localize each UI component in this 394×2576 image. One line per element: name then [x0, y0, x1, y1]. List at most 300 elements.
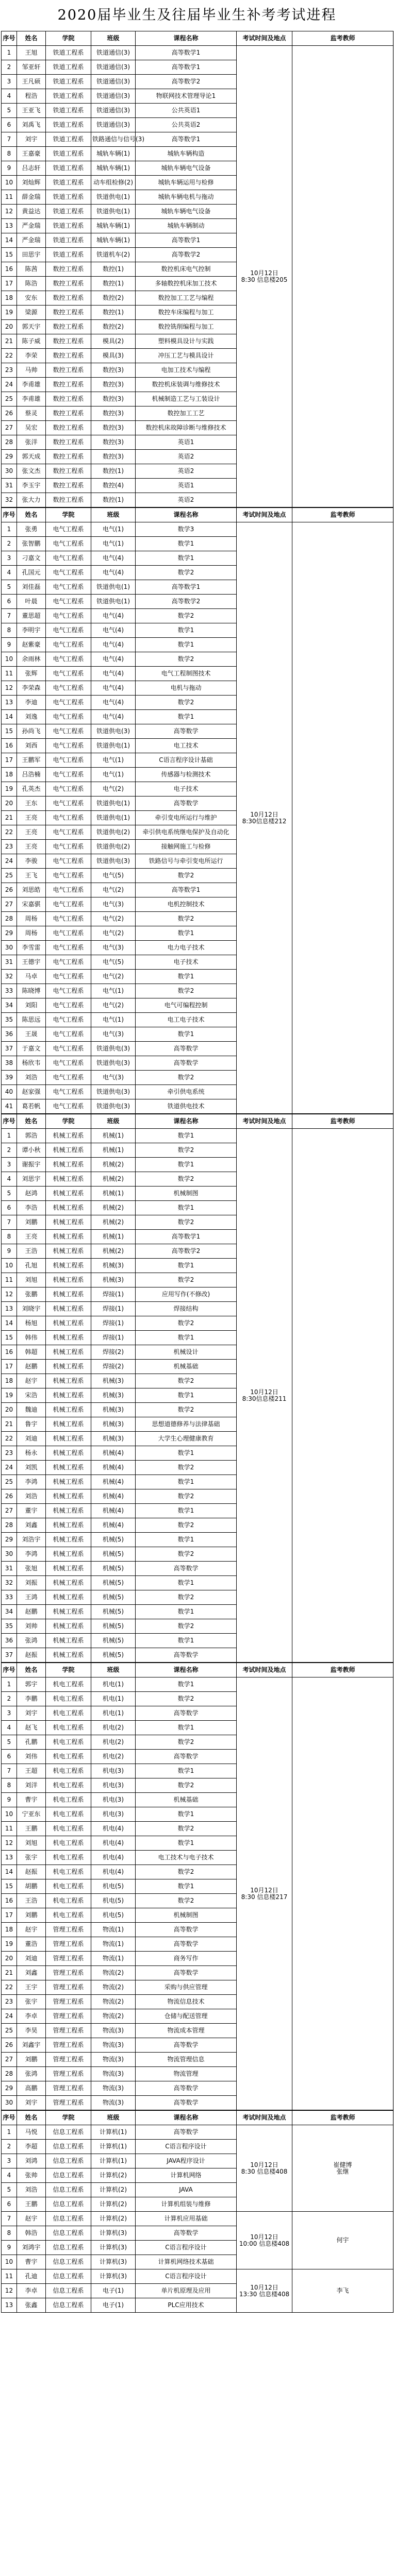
student-name: 李昊	[17, 2024, 46, 2038]
class-name: 机械(5)	[91, 1562, 136, 1576]
department: 机械工程系	[46, 1374, 91, 1388]
student-name: 韩超	[17, 1345, 46, 1360]
course-name: 数学1	[136, 1764, 237, 1778]
department: 管理工程系	[46, 2081, 91, 2096]
student-name: 郭天宇	[17, 320, 46, 334]
department: 电气工程系	[46, 912, 91, 926]
class-name: 机械(5)	[91, 1648, 136, 1663]
row-index: 29	[2, 1533, 17, 1547]
schedule-tables	[1, 31, 393, 2313]
class-name: 数控(3)	[91, 392, 136, 406]
department: 数控工程系	[46, 334, 91, 349]
row-index: 10	[2, 1259, 17, 1273]
student-name: 郭天成	[17, 450, 46, 464]
department: 电气工程系	[46, 955, 91, 970]
class-name: 数控(3)	[91, 421, 136, 435]
class-name: 机械(5)	[91, 1605, 136, 1619]
course-name: 电子技术	[136, 782, 237, 796]
department: 电气工程系	[46, 1013, 91, 1027]
department: 电气工程系	[46, 1071, 91, 1085]
student-name: 李卓	[17, 2009, 46, 2024]
col-class-header: 班级	[91, 508, 136, 522]
course-name: 数学1	[136, 1605, 237, 1619]
department: 信息工程系	[46, 2140, 91, 2154]
class-name: 电气(4)	[91, 667, 136, 681]
class-name: 机械(4)	[91, 1489, 136, 1504]
class-name: 计算机(2)	[91, 2212, 136, 2226]
row-index: 32	[2, 493, 17, 507]
course-name: 机械基础	[136, 1360, 237, 1374]
student-name: 张文杰	[17, 464, 46, 479]
class-name: 机电(2)	[91, 1750, 136, 1764]
proctor-teacher: 崔健博 张继	[292, 2125, 393, 2212]
student-name: 刘鹏	[17, 1908, 46, 1923]
class-name: 数控(4)	[91, 479, 136, 493]
class-name: 数控(3)	[91, 363, 136, 378]
row-index: 3	[2, 2154, 17, 2168]
student-name: 王德宇	[17, 955, 46, 970]
row-index: 9	[2, 638, 17, 652]
course-name: 数学1	[136, 1201, 237, 1215]
class-name: 机械(1)	[91, 1187, 136, 1201]
course-name: 数学2	[136, 1894, 237, 1908]
course-name: 城轨车辆运用与检修	[136, 176, 237, 190]
row-index: 17	[2, 753, 17, 768]
row-index: 13	[2, 219, 17, 233]
row-index: 10	[2, 652, 17, 667]
student-name: 胡鹏	[17, 1879, 46, 1894]
row-index: 30	[2, 941, 17, 955]
exam-time-location: 10月12日 13:30 信息楼408	[237, 2269, 292, 2313]
row-index: 35	[2, 1013, 17, 1027]
course-name: 公共英语2	[136, 118, 237, 132]
department: 电气工程系	[46, 537, 91, 551]
student-name: 杨永	[17, 1446, 46, 1461]
student-name: 孔英杰	[17, 782, 46, 796]
student-name: 刘浩	[17, 1489, 46, 1504]
row-index: 5	[2, 1735, 17, 1750]
department: 机电工程系	[46, 1706, 91, 1721]
row-index: 16	[2, 739, 17, 753]
student-name: 葛若帆	[17, 1099, 46, 1114]
class-name: 机电(1)	[91, 1692, 136, 1706]
department: 机械工程系	[46, 1547, 91, 1562]
class-name: 铁道通信(3)	[91, 75, 136, 89]
row-index: 14	[2, 1865, 17, 1879]
row-index: 3	[2, 1158, 17, 1172]
course-name: 高等数学	[136, 1937, 237, 1952]
exam-time-location: 10月12日 8:30 信息楼205	[237, 46, 292, 507]
col-index-header: 序号	[2, 508, 17, 522]
department: 管理工程系	[46, 1980, 91, 1995]
department: 电气工程系	[46, 897, 91, 912]
course-name: 数学2	[136, 696, 237, 710]
student-name: 刘西	[17, 739, 46, 753]
table-row	[2, 2269, 393, 2284]
department: 电气工程系	[46, 638, 91, 652]
row-index: 25	[2, 869, 17, 883]
class-name: 机电(4)	[91, 1851, 136, 1865]
row-index: 3	[2, 551, 17, 566]
course-name: 电工电子技术	[136, 1013, 237, 1027]
department: 电气工程系	[46, 941, 91, 955]
department: 电气工程系	[46, 696, 91, 710]
row-index: 20	[2, 1403, 17, 1417]
row-index: 14	[2, 1316, 17, 1331]
department: 机械工程系	[46, 1619, 91, 1634]
student-name: 张大力	[17, 493, 46, 507]
course-name: 牵引供电系统继电保护及自动化	[136, 825, 237, 840]
course-name: 数学2	[136, 1619, 237, 1634]
student-name: 陈浩	[17, 277, 46, 291]
row-index: 2	[2, 537, 17, 551]
student-name: 韩伟	[17, 1331, 46, 1345]
student-name: 王亮	[17, 840, 46, 854]
student-name: 刘旭	[17, 1836, 46, 1851]
row-index: 30	[2, 1547, 17, 1562]
department: 铁道工程系	[46, 132, 91, 147]
row-index: 6	[2, 1750, 17, 1764]
class-name: 机械(3)	[91, 1417, 136, 1432]
course-name: 数学2	[136, 1590, 237, 1605]
row-index: 1	[2, 1677, 17, 1692]
class-name: 数控(3)	[91, 450, 136, 464]
row-index: 26	[2, 883, 17, 897]
row-index: 4	[2, 2168, 17, 2183]
student-name: 刘旭	[17, 1273, 46, 1287]
class-name: 机械(5)	[91, 1547, 136, 1562]
student-name: 刘振	[17, 1576, 46, 1590]
class-name: 机电(5)	[91, 1908, 136, 1923]
row-index: 8	[2, 2226, 17, 2241]
row-index: 3	[2, 75, 17, 89]
row-index: 33	[2, 984, 17, 998]
class-name: 铁道供电(1)	[91, 796, 136, 811]
col-teacher-header: 监考教师	[292, 2111, 393, 2125]
course-name: 数学1	[136, 1259, 237, 1273]
student-name: 刘逸	[17, 710, 46, 724]
student-name: 吕浩楠	[17, 768, 46, 782]
student-name: 鲁宇	[17, 1417, 46, 1432]
student-name: 赵宇	[17, 1923, 46, 1937]
department: 电气工程系	[46, 753, 91, 768]
col-name-header: 姓名	[17, 31, 46, 46]
row-index: 8	[2, 1230, 17, 1244]
row-index: 9	[2, 1244, 17, 1259]
department: 机电工程系	[46, 1865, 91, 1879]
department: 机械工程系	[46, 1590, 91, 1605]
student-name: 郭浩	[17, 1129, 46, 1143]
student-name: 邹亚轩	[17, 60, 46, 75]
class-name: 机械(4)	[91, 1461, 136, 1475]
course-name: 数学2	[136, 1215, 237, 1230]
course-name: 机械设计	[136, 1345, 237, 1360]
course-name: 传感器与检测技术	[136, 768, 237, 782]
class-name: 计算机(3)	[91, 2269, 136, 2284]
student-name: 张智鹏	[17, 537, 46, 551]
row-index: 7	[2, 2212, 17, 2226]
student-name: 刘帅	[17, 1619, 46, 1634]
row-index: 2	[2, 2140, 17, 2154]
exam-time-location: 10月12日 8:30 信息楼408	[237, 2125, 292, 2212]
department: 电气工程系	[46, 566, 91, 580]
class-name: 计算机(2)	[91, 2183, 136, 2197]
row-index: 28	[2, 1518, 17, 1533]
proctor-teacher: 李飞	[292, 2269, 393, 2313]
department: 数控工程系	[46, 406, 91, 421]
class-name: 机电(5)	[91, 1894, 136, 1908]
row-index: 5	[2, 580, 17, 595]
row-index: 28	[2, 912, 17, 926]
department: 机电工程系	[46, 1822, 91, 1836]
class-name: 铁道供电(2)	[91, 825, 136, 840]
class-name: 数控(2)	[91, 291, 136, 306]
student-name: 李鹏	[17, 1692, 46, 1706]
class-name: 物流(3)	[91, 2038, 136, 2053]
row-index: 19	[2, 1388, 17, 1403]
student-name: 张宇	[17, 1995, 46, 2009]
student-name: 赵紫豪	[17, 638, 46, 652]
department: 数控工程系	[46, 291, 91, 306]
department: 机械工程系	[46, 1461, 91, 1475]
col-name-header: 姓名	[17, 1114, 46, 1129]
course-name: 多轴数控机床加工技术	[136, 277, 237, 291]
course-name: 数学2	[136, 566, 237, 580]
course-name: 计算机网络技术基础	[136, 2255, 237, 2269]
class-name: 铁道通信(3)	[91, 104, 136, 118]
course-name: 物流信息技术	[136, 1995, 237, 2009]
class-name: 机电(3)	[91, 1793, 136, 1807]
row-index: 6	[2, 2197, 17, 2212]
student-name: 刘禹飞	[17, 118, 46, 132]
student-name: 张鹏	[17, 1287, 46, 1302]
row-index: 13	[2, 696, 17, 710]
class-name: 机电(1)	[91, 1706, 136, 1721]
row-index: 17	[2, 1360, 17, 1374]
row-index: 20	[2, 320, 17, 334]
class-name: 铁道供电(3)	[91, 724, 136, 739]
course-name: JAVA程序设计	[136, 2154, 237, 2168]
department: 信息工程系	[46, 2284, 91, 2298]
student-name: 刘鑫	[17, 1518, 46, 1533]
class-name: 计算机(1)	[91, 2125, 136, 2140]
col-exam-header: 考试时间及地点	[237, 2111, 292, 2125]
course-name: 铁道供电技术	[136, 1099, 237, 1114]
student-name: 余雨林	[17, 652, 46, 667]
row-index: 25	[2, 2024, 17, 2038]
student-name: 张勇	[17, 522, 46, 537]
row-index: 26	[2, 1489, 17, 1504]
student-name: 高鹏	[17, 2081, 46, 2096]
exam-time-location: 10月12日 8:30信息楼211	[237, 1129, 292, 1663]
student-name: 严金瑞	[17, 233, 46, 248]
class-name: 机电(4)	[91, 1865, 136, 1879]
row-index: 11	[2, 1822, 17, 1836]
student-name: 李鸿	[17, 1475, 46, 1489]
course-name: 应用写作(不修改)	[136, 1287, 237, 1302]
row-index: 1	[2, 2125, 17, 2140]
department: 机械工程系	[46, 1576, 91, 1590]
row-index: 2	[2, 1143, 17, 1158]
row-index: 41	[2, 1099, 17, 1114]
course-name: 城轨车辆电机与拖动	[136, 190, 237, 205]
student-name: 赵鸿	[17, 1187, 46, 1201]
department: 机械工程系	[46, 1403, 91, 1417]
class-name: 铁道供电(3)	[91, 1056, 136, 1071]
department: 电气工程系	[46, 551, 91, 566]
row-index: 11	[2, 1273, 17, 1287]
course-name: 数学1	[136, 1129, 237, 1143]
class-name: 机械(5)	[91, 1533, 136, 1547]
row-index: 5	[2, 1187, 17, 1201]
student-name: 吕志轩	[17, 161, 46, 176]
class-name: 电气(4)	[91, 652, 136, 667]
col-dept-header: 学院	[46, 508, 91, 522]
department: 铁道工程系	[46, 46, 91, 60]
row-index: 4	[2, 1172, 17, 1187]
department: 机械工程系	[46, 1302, 91, 1316]
class-name: 电气(3)	[91, 941, 136, 955]
course-name: 计算机组装与维修	[136, 2197, 237, 2212]
department: 机械工程系	[46, 1215, 91, 1230]
course-name: 数控加工工艺与编程	[136, 291, 237, 306]
row-index: 6	[2, 595, 17, 609]
row-index: 23	[2, 1446, 17, 1461]
course-name: 数学1	[136, 1475, 237, 1489]
course-name: 数学2	[136, 652, 237, 667]
schedule-table	[1, 31, 393, 507]
department: 电气工程系	[46, 811, 91, 825]
department: 信息工程系	[46, 2255, 91, 2269]
class-name: 计算机(1)	[91, 2140, 136, 2154]
schedule-table	[1, 1663, 393, 2110]
course-name: 数学1	[136, 1446, 237, 1461]
student-name: 周杨	[17, 912, 46, 926]
class-name: 电气(2)	[91, 998, 136, 1013]
row-index: 4	[2, 566, 17, 580]
course-name: 高等数学1	[136, 883, 237, 897]
class-name: 铁道通信(3)	[91, 89, 136, 104]
department: 铁道工程系	[46, 176, 91, 190]
row-index: 11	[2, 190, 17, 205]
student-name: 王嘉豪	[17, 147, 46, 161]
student-name: 张鸿	[17, 1634, 46, 1648]
department: 数控工程系	[46, 320, 91, 334]
student-name: 韩浩	[17, 2226, 46, 2241]
student-name: 刘浩	[17, 2183, 46, 2197]
course-name: 电机与拖动	[136, 681, 237, 696]
class-name: 电气(1)	[91, 1013, 136, 1027]
table-header-row	[2, 1663, 393, 1677]
class-name: 数控(1)	[91, 262, 136, 277]
student-name: 刘思皓	[17, 883, 46, 897]
row-index: 7	[2, 132, 17, 147]
class-name: 物流(2)	[91, 2009, 136, 2024]
row-index: 14	[2, 710, 17, 724]
student-name: 刘晓宇	[17, 1302, 46, 1316]
student-name: 田思宇	[17, 248, 46, 262]
class-name: 电气(5)	[91, 955, 136, 970]
class-name: 铁道供电(1)	[91, 205, 136, 219]
row-index: 16	[2, 1345, 17, 1360]
course-name: 电加工技术与编程	[136, 363, 237, 378]
department: 信息工程系	[46, 2226, 91, 2241]
department: 铁道工程系	[46, 118, 91, 132]
course-name: 电工技术与电子技术	[136, 1851, 237, 1865]
student-name: 王鹏军	[17, 753, 46, 768]
class-name: 焊接(1)	[91, 1302, 136, 1316]
course-name: 数控加工工艺	[136, 406, 237, 421]
department: 机械工程系	[46, 1143, 91, 1158]
course-name: 物流管理	[136, 2067, 237, 2081]
department: 信息工程系	[46, 2241, 91, 2255]
department: 数控工程系	[46, 392, 91, 406]
class-name: 数控(1)	[91, 277, 136, 291]
col-dept-header: 学院	[46, 1114, 91, 1129]
class-name: 焊接(2)	[91, 1360, 136, 1374]
col-course-header: 课程名称	[136, 1663, 237, 1677]
class-name: 电气(1)	[91, 768, 136, 782]
student-name: 马悦	[17, 2125, 46, 2140]
row-index: 4	[2, 89, 17, 104]
table-row	[2, 2125, 393, 2140]
student-name: 张鸿	[17, 2067, 46, 2081]
col-index-header: 序号	[2, 31, 17, 46]
department: 铁道工程系	[46, 190, 91, 205]
schedule-table	[1, 507, 393, 1114]
class-name: 电子(1)	[91, 2298, 136, 2313]
col-exam-header: 考试时间及地点	[237, 1663, 292, 1677]
class-name: 机械(4)	[91, 1518, 136, 1533]
row-index: 27	[2, 421, 17, 435]
student-name: 刘浩	[17, 1071, 46, 1085]
student-name: 王宇	[17, 1980, 46, 1995]
course-name: 高等数学1	[136, 132, 237, 147]
department: 机电工程系	[46, 1764, 91, 1778]
row-index: 22	[2, 1432, 17, 1446]
department: 电气工程系	[46, 883, 91, 897]
table-header-row	[2, 1114, 393, 1129]
department: 机械工程系	[46, 1518, 91, 1533]
class-name: 机械(1)	[91, 1143, 136, 1158]
row-index: 20	[2, 796, 17, 811]
row-index: 1	[2, 1129, 17, 1143]
row-index: 18	[2, 291, 17, 306]
student-name: 刁嘉文	[17, 551, 46, 566]
course-name: 高等数学1	[136, 60, 237, 75]
proctor-teacher: 何宇	[292, 2212, 393, 2269]
course-name: 公共英语1	[136, 104, 237, 118]
student-name: 赵家强	[17, 1085, 46, 1099]
course-name: 牵引供电系统	[136, 1085, 237, 1099]
row-index: 12	[2, 1287, 17, 1302]
course-name: 仓储与配送管理	[136, 2009, 237, 2024]
course-name: 数学1	[136, 1721, 237, 1735]
student-name: 谢振宇	[17, 1158, 46, 1172]
department: 管理工程系	[46, 2024, 91, 2038]
row-index: 33	[2, 1590, 17, 1605]
department: 电气工程系	[46, 595, 91, 609]
department: 电气工程系	[46, 1056, 91, 1071]
table-row	[2, 522, 393, 537]
student-name: 赵振	[17, 1865, 46, 1879]
col-teacher-header: 监考教师	[292, 31, 393, 46]
course-name: 电工技术	[136, 739, 237, 753]
student-name: 王飞	[17, 869, 46, 883]
student-name: 安东	[17, 291, 46, 306]
student-name: 宁亚东	[17, 1807, 46, 1822]
department: 铁道工程系	[46, 161, 91, 176]
